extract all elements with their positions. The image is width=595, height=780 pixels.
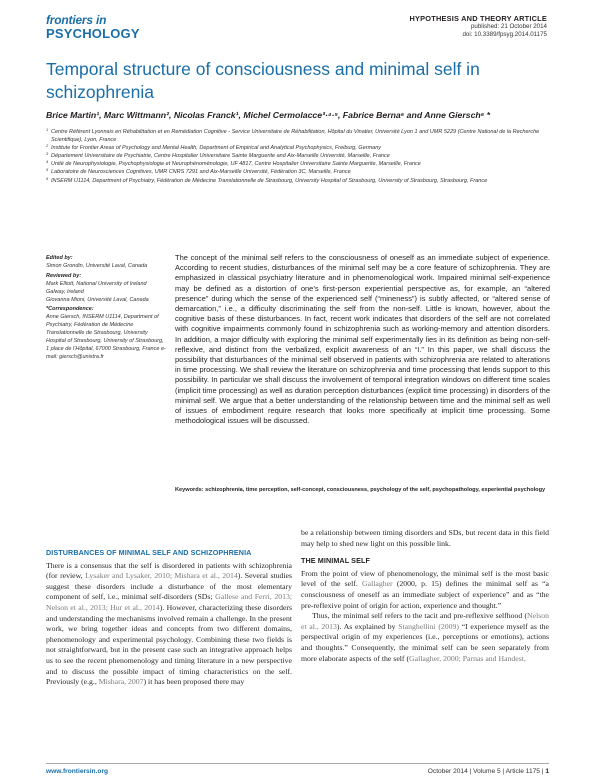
article-type: HYPOTHESIS AND THEORY ARTICLE	[409, 14, 547, 23]
affiliation-text: Département Universitaire de Psychiatrie, Centre Hospitalier Universitaire Sainte Marguerite and Aix-Marseille Université, Marseille, France	[51, 153, 390, 160]
footer-divider	[46, 763, 549, 764]
journal-logo	[46, 14, 140, 40]
paragraph	[46, 561, 292, 688]
edited-by-label: Edited by:	[46, 255, 73, 261]
article-meta	[410, 15, 547, 39]
affiliation-item	[46, 177, 551, 185]
edited-by-text: Simon Grondin, Université Laval, Canada	[46, 262, 148, 269]
keywords-text: schizophrenia, time perception, self-concept, consciousness, psychology of the self, psychopathology, experiential psychology	[205, 487, 546, 493]
keywords-label: Keywords:	[175, 487, 204, 493]
author-list: Brice Martin¹, Marc Wittmann², Nicolas Franck¹, Michel Cermolacce³·⁴·⁵, Fabrice Berna⁶ and Anne Giersch⁶ *	[46, 110, 491, 120]
affiliation-text: Institute for Frontier Areas of Psychology and Mental Health, Department of Empirical and Analytical Psychophysics, Freiburg, Germany	[51, 145, 382, 152]
text-run: “I experience myself as the perspectival origin of my experiences (i.e., perceptions or emotions), actions and thoughts.” Consequently, the minimal self can be seen separately from more elaborate aspects of the self (	[301, 621, 549, 663]
footer-issue	[428, 768, 549, 775]
text-run: From the point of view of phenomenology, the minimal self is the most basic level of the self.	[301, 568, 549, 589]
text-run: There is a consensus that the self is disordered in patients with schizophrenia (for review,	[46, 560, 292, 581]
affiliation-item	[46, 152, 551, 160]
abstract: The concept of the minimal self refers to the consciousness of oneself as an immediate subject of experience. According to recent studies, disturbances of the minimal self may be a core feature of schizophrenia. They are emphasized in classical psychiatry literature and in phenomenological work. Impaired minimal self-experience may be defined as a distortion of one’s first-person experiential perspective as, for example, an “altered presence” during which the sense of the experienced self (“mineness”) is subtly affected, or “altered sense of demarcation,” i.e., a difficulty discriminating the self from the non-self. Little is known, however, about the cognitive basis of these disturbances. In fact, recent work indicates that disorders of the self are not correlated with cognitive impairments commonly found in schizophrenia such as working-memory and attention disorders. In addition, a major difficulty with exploring the minimal self experimentally lies in its definition as being non-self-reflexive, and distinct from the verbalized, explicit awareness of an “I.” In this paper, we shall discuss the possibility that disturbances of the minimal self observed in patients with schizophrenia are related to alterations in time processing. We shall review the literature on schizophrenia and time processing that lends support to this possibility. In particular we shall discuss the involvement of temporal integration windows on different time scales (implicit time processing) as well as duration perception disturbances (explicit time processing) in disorders of the minimal self. We argue that a better understanding of the relationship between time and the minimal self as well of issues of embodiment require research that looks more specifically at implicit time processing. Some methodological issues will be discussed.	[175, 253, 550, 426]
text-run: (2000, p. 15) defines the minimal self as “a consciousness of oneself as an immediate subject of experience” and as “the pre-reflexive point of origin for action, experience and thought.”	[301, 579, 549, 610]
affiliation-item	[46, 128, 551, 144]
affiliation-number: 3	[46, 151, 49, 157]
logo-line-2: PSYCHOLOGY	[46, 26, 140, 41]
citation-link[interactable]: Gallagher, 2000; Parnas and Handest,	[409, 653, 526, 663]
text-run: ). Several studies suggest these disorders include a disturbance of the most elementary component of self, i.e., minimal self-disorders (SDs;	[46, 571, 292, 602]
body-column-left	[46, 548, 292, 688]
text-run: ). As explained by	[336, 621, 399, 631]
affiliation-number: 2	[46, 143, 49, 149]
reviewed-by-label: Reviewed by:	[46, 272, 82, 279]
footer-url[interactable]: www.frontiersin.org	[46, 768, 109, 775]
affiliation-number: 6	[46, 175, 49, 181]
body-column-right	[301, 528, 549, 664]
issue-info: October 2014 | Volume 5 | Article 1175 |	[427, 768, 546, 775]
affiliation-number: 5	[46, 167, 49, 173]
text-run: ). However, characterizing these disorders and understanding the mechanisms involved remain a challenge. In the present work, we bring together ideas and concepts from two different domains, phenomenology and experimental psychology. Combining these two fields is not straightforward, but in the present case such an integrative approach helps us to see the recent phenomenology and timing literature in a new perspective and to discuss the possible impact of timing characteristics on the self. Previously (e.g.,	[46, 602, 292, 687]
text-run: Thus, the minimal self refers to the tacit and pre-reflexive selfhood (	[312, 611, 528, 621]
text-run: ) it has been proposed there may	[143, 677, 245, 687]
editorial-sidebar	[46, 253, 166, 362]
reviewer-1: Mark Elliott, National University of Ireland Galway, Ireland	[46, 280, 147, 295]
page-number: 1	[545, 768, 549, 775]
section-heading: THE MINIMAL SELF	[301, 556, 370, 566]
doi: doi: 10.3389/fpsyg.2014.01175	[462, 31, 547, 38]
citation-link[interactable]: Mishara, 2007	[98, 677, 144, 687]
affiliation-text: Unité de Neurophysiologie, Psychophysiologie et Neurophénoménologie, UF 4817, Centre Hospitalier Universitaire Sainte Marguerite, Marseille, France	[51, 161, 421, 168]
logo-line-1: frontiers in	[46, 13, 107, 27]
affiliation-item	[46, 144, 551, 152]
affiliation-text: Centre Référent Lyonnais en Réhabilitation et en Remédiation Cognitive - Service Universitaire de Réhabilitation, Hôpital du Vinatier, Université Lyon 1 and UMR 5229 (Centre National de la Recherche Scientifique), Lyon, France	[51, 129, 540, 144]
section-heading: DISTURBANCES OF MINIMAL SELF AND SCHIZOPHRENIA	[46, 548, 252, 557]
article-title: Temporal structure of consciousness and minimal self in schizophrenia	[46, 59, 480, 102]
citation-link[interactable]: Stanghellini (2009)	[398, 621, 460, 631]
affiliation-number: 4	[46, 159, 49, 165]
paragraph	[301, 569, 549, 611]
citation-link[interactable]: Lysaker and Lysaker, 2010; Mishara et al., 2014	[85, 571, 238, 581]
keywords	[175, 486, 550, 494]
correspondence-text: Anne Giersch, INSERM U1114, Department of Psychiatry, Fédération de Médecine Translationnelle de Strasbourg, University Hospital of Strasbourg, University of Strasbourg, 1 place de l’Hôpital, 67000 Strasbourg, France e-mail: giersch@unistra.fr	[46, 314, 166, 360]
published-date: published: 21 October 2014	[470, 23, 547, 30]
affiliation-number: 1	[46, 127, 49, 132]
reviewer-2: Giovanna Mioni, Université Laval, Canada	[46, 296, 149, 303]
citation-link[interactable]: Nelson et al., 2013	[301, 611, 549, 631]
affiliations	[46, 128, 551, 185]
correspondence-label: *Correspondence:	[46, 306, 94, 313]
affiliation-text: INSERM U1114, Department of Psychiatry, Fédération de Médecine Translationnelle de Strasbourg, University Hospital of Strasbourg, University of Strasbourg, Strasbourg, France	[51, 177, 488, 184]
citation-link[interactable]: Gallagher	[362, 579, 393, 589]
paragraph: be a relationship between timing disorders and SDs, but recent data in this field may help to shed new light on this possible link.	[301, 528, 549, 548]
citation-link[interactable]: Gallese and Ferri, 2013; Nelson et al., 2013; Hur et al., 2014	[46, 592, 292, 612]
affiliation-item	[46, 168, 551, 176]
affiliation-text: Laboratoire de Neurosciences Cognitives, UMR CNRS 7291 and Aix-Marseille Université, Fédération 3C, Marseille, France	[51, 169, 351, 176]
paragraph	[301, 611, 549, 664]
affiliation-item	[46, 160, 551, 168]
